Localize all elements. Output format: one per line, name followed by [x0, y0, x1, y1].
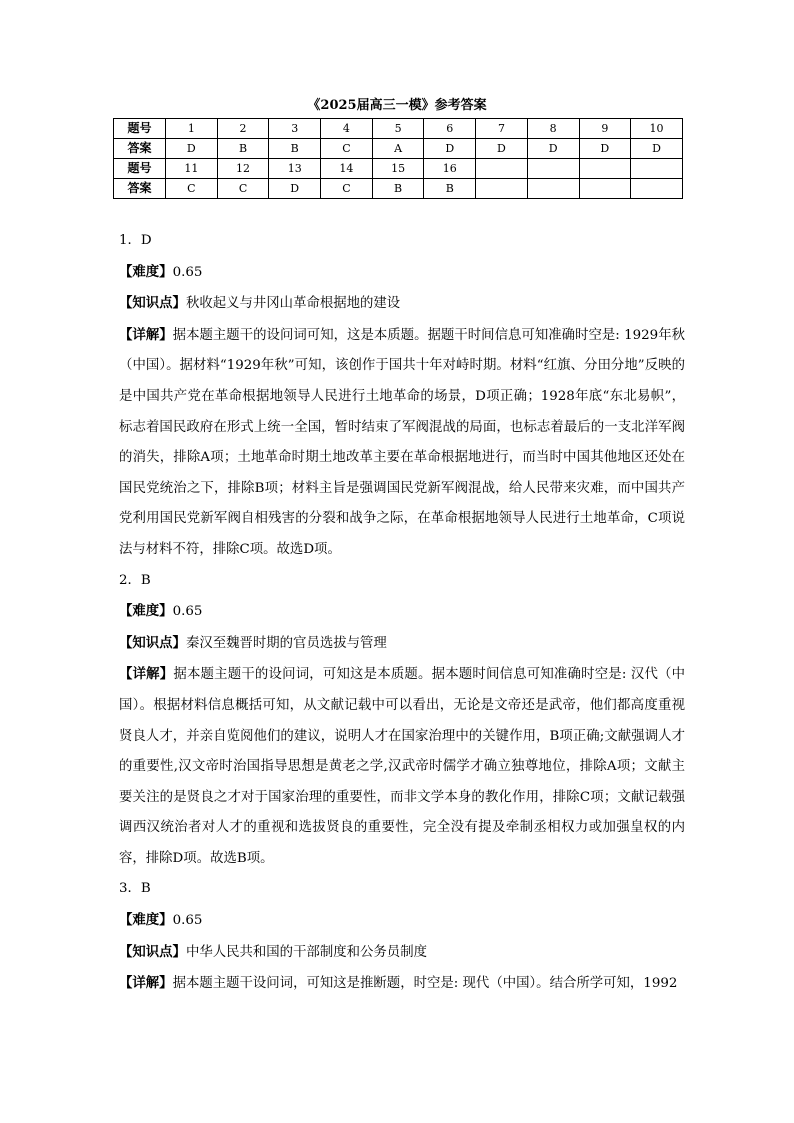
difficulty-value: 0.65 — [172, 264, 203, 280]
table-cell: A — [372, 139, 424, 159]
table-cell: D — [631, 139, 683, 159]
knowledge-point: 秦汉至魏晋时期的官员选拔与管理 — [185, 635, 387, 651]
table-cell-empty — [631, 159, 683, 179]
knowledge-point: 秋收起义与井冈山革命根据地的建设 — [185, 296, 401, 312]
table-cell: 6 — [424, 119, 476, 139]
difficulty-tag: 【难度】 — [119, 603, 173, 620]
knowledge-tag: 【知识点】 — [119, 295, 186, 312]
table-cell-empty — [476, 179, 528, 199]
table-cell: D — [476, 139, 528, 159]
detail-text: 据本题主题干设问词，可知这是推断题，时空是: 现代（中国）。结合所学可知，1992 — [172, 976, 678, 992]
table-cell: 11 — [166, 159, 218, 179]
table-cell-empty — [527, 179, 579, 199]
detail-paragraph — [119, 659, 685, 874]
row-header-question-number: 题号 — [114, 159, 166, 179]
table-row — [114, 119, 683, 139]
table-cell: C — [217, 179, 269, 199]
page-title: 《2025届高三一模》参考答案 — [307, 98, 487, 113]
knowledge-tag: 【知识点】 — [119, 943, 186, 960]
difficulty-line — [119, 596, 685, 628]
table-cell-empty — [631, 179, 683, 199]
knowledge-point: 中华人民共和国的干部制度和公务员制度 — [185, 944, 427, 960]
table-cell: 7 — [476, 119, 528, 139]
detail-paragraph — [119, 320, 685, 566]
detail-tag: 【详解】 — [119, 666, 174, 683]
table-cell-empty — [579, 159, 631, 179]
table-cell: B — [424, 179, 476, 199]
knowledge-line — [119, 288, 685, 320]
question-heading: 3．B — [119, 881, 151, 897]
table-cell: 9 — [579, 119, 631, 139]
table-cell: B — [372, 179, 424, 199]
table-cell: 14 — [321, 159, 373, 179]
table-cell: 12 — [217, 159, 269, 179]
table-cell: B — [269, 139, 321, 159]
difficulty-tag: 【难度】 — [119, 912, 173, 929]
table-cell: D — [424, 139, 476, 159]
table-cell: C — [321, 139, 373, 159]
table-cell: 2 — [217, 119, 269, 139]
table-cell: C — [166, 179, 218, 199]
difficulty-value: 0.65 — [172, 604, 203, 620]
row-header-question-number: 题号 — [114, 119, 166, 139]
knowledge-tag: 【知识点】 — [119, 634, 186, 651]
detail-text: 据本题主题干的设问词，可知这是本质题。据本题时间信息可知准确时空是: 汉代（中国）。根据材料信息概括可知，从文献记载中可以看出，无论是文帝还是武帝，他们都高度重视贤良人才，并亲自览阅他们的建议，说明人才在国家治理中的关键作用，B项正确;文献强调人才的重要性,汉文帝时治国指导思想是黄老之学,汉武帝时儒学才确立独尊地位，排除A项；文献主要关注的是贤良之才对于国家治理的重要性，而非文学本身的教化作用，排除C项；文献记载强调西汉统治者对人才的重视和选拔贤良的重要性，完全没有提及牵制丞相权力或加强皇权的内容，排除D项。故选B项。 — [119, 667, 686, 866]
table-cell: D — [527, 139, 579, 159]
difficulty-tag: 【难度】 — [119, 263, 173, 280]
knowledge-line — [119, 937, 685, 969]
row-header-answer: 答案 — [114, 179, 166, 199]
table-cell: 4 — [321, 119, 373, 139]
table-cell: D — [579, 139, 631, 159]
table-cell-empty — [579, 179, 631, 199]
table-cell-empty — [527, 159, 579, 179]
table-cell: D — [269, 179, 321, 199]
question-2 — [119, 566, 685, 875]
table-row — [114, 139, 683, 159]
detail-paragraph — [119, 968, 685, 1000]
table-cell: 16 — [424, 159, 476, 179]
difficulty-value: 0.65 — [172, 913, 203, 929]
detail-text: 据本题主题干的设问词可知，这是本质题。据题干时间信息可知准确时空是: 1929年秋（中国）。据材料“1929年秋”可知，该创作于国共十年对峙时期。材料“红旗、分田分地”反映的是中国共产党在革命根据地领导人民进行土地革命的场景，D项正确；1928年底“东北易帜”，标志着国民政府在形式上统一全国，暂时结束了军阀混战的局面，也标志着最后的一支北洋军阀的消失，排除A项；土地革命时期土地改革主要在革命根据地进行，而当时中国其他地区还处在国民党统治之下，排除B项；材料主旨是强调国民党新军阀混战，给人民带来灾难，而中国共产党利用国民党新军阀自相残害的分裂和战争之际，在革命根据地领导人民进行土地革命，C项说法与材料不符，排除C项。故选D项。 — [119, 327, 686, 557]
table-cell: D — [166, 139, 218, 159]
knowledge-line — [119, 628, 685, 660]
table-cell: 3 — [269, 119, 321, 139]
question-1 — [119, 226, 685, 566]
question-heading: 1．D — [119, 233, 152, 248]
table-cell: C — [321, 179, 373, 199]
question-heading: 2．B — [119, 572, 151, 588]
row-header-answer: 答案 — [114, 139, 166, 159]
table-cell: 1 — [166, 119, 218, 139]
question-3 — [119, 874, 685, 999]
table-cell: 13 — [269, 159, 321, 179]
table-cell: B — [217, 139, 269, 159]
table-cell: 15 — [372, 159, 424, 179]
difficulty-line — [119, 257, 685, 289]
table-cell-empty — [476, 159, 528, 179]
answer-explanations — [119, 226, 685, 1000]
difficulty-line — [119, 905, 685, 937]
table-cell: 10 — [631, 119, 683, 139]
table-cell: 8 — [527, 119, 579, 139]
table-row — [114, 179, 683, 199]
detail-tag: 【详解】 — [119, 326, 173, 343]
table-row — [114, 159, 683, 179]
detail-tag: 【详解】 — [119, 975, 173, 992]
answer-table — [113, 118, 683, 199]
table-cell: 5 — [372, 119, 424, 139]
